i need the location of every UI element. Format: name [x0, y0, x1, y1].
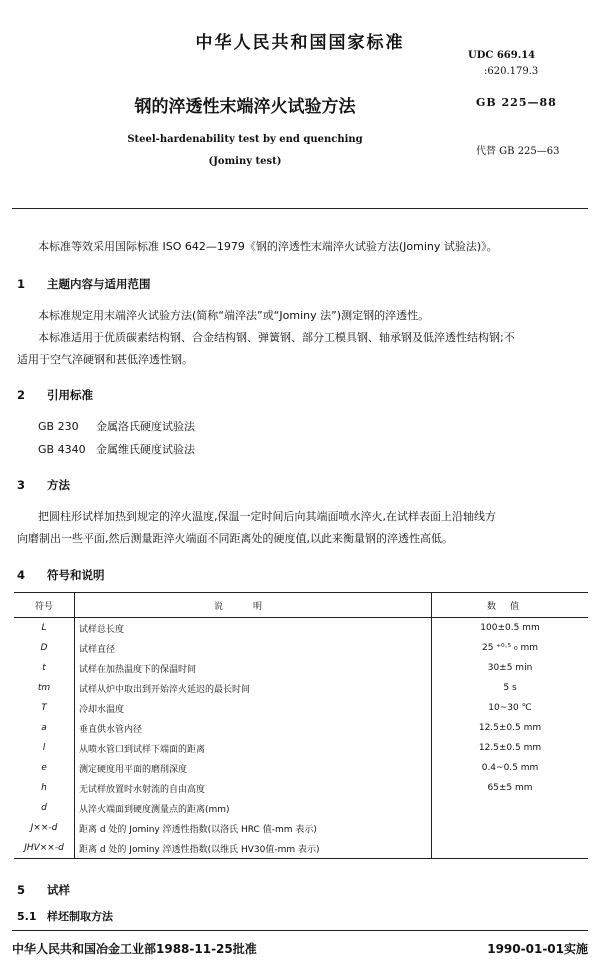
description-cell: 冷却水温度	[75, 698, 432, 718]
table-row	[14, 738, 588, 758]
section-1-paragraph-1: 本标准规定用末端淬火试验方法(简称“端淬法”或“Jominy 法”)测定钢的淬透性。	[38, 309, 430, 322]
symbol-cell: tm	[14, 678, 75, 698]
description-cell: 从喷水管口到试样下端面的距离	[75, 738, 432, 758]
section-1-heading	[17, 276, 151, 292]
description-cell: 从淬火端面到硬度测量点的距离(mm)	[75, 798, 432, 818]
gb-code: GB 225—88	[476, 96, 557, 109]
reference-name: 金属洛氏硬度试验法	[96, 420, 195, 433]
section-3-heading	[17, 477, 70, 493]
section-1-paragraph-2-cont: 适用于空气淬硬钢和甚低淬透性钢。	[17, 353, 193, 366]
section-5-heading	[17, 882, 70, 898]
reference-item	[38, 439, 195, 461]
section-4-heading	[17, 567, 105, 583]
standard-name: 中华人民共和国国家标准	[195, 33, 405, 53]
symbol-cell: J××-d	[14, 818, 75, 838]
description-cell: 垂直供水管内径	[75, 718, 432, 738]
description-cell: 试样总长度	[75, 618, 432, 639]
table-row	[14, 658, 588, 678]
value-cell: 5 s	[503, 683, 517, 693]
section-number: 5	[17, 883, 26, 897]
table-row	[14, 678, 588, 698]
udc-code-continued: :620.179.3	[484, 66, 539, 77]
symbols-table	[14, 592, 588, 859]
description-cell: 试样直径	[75, 638, 432, 658]
description-cell: 距离 d 处的 Jominy 淬透性指数(以洛氏 HRC 值-mm 表示)	[75, 818, 432, 838]
description-cell: 试样从炉中取出到开始淬火延迟的最长时间	[75, 678, 432, 698]
symbol-cell: t	[14, 658, 75, 678]
subsection-5-1-heading	[17, 908, 113, 924]
description-cell: 测定硬度用平面的磨削深度	[75, 758, 432, 778]
subsection-title: 样坯制取方法	[47, 910, 113, 923]
section-number: 3	[17, 478, 26, 492]
section-number: 1	[17, 277, 26, 291]
symbol-cell: L	[14, 618, 75, 639]
section-number: 4	[17, 568, 26, 582]
header-divider	[12, 208, 588, 209]
table-row	[14, 798, 588, 818]
symbol-cell: d	[14, 798, 75, 818]
symbol-cell: D	[14, 638, 75, 658]
section-number: 2	[17, 388, 26, 402]
value-cell: 0.4~0.5 mm	[481, 763, 539, 773]
table-row	[14, 618, 588, 639]
section-title: 主题内容与适用范围	[47, 277, 151, 291]
symbol-cell: JHV××-d	[14, 838, 75, 859]
symbol-cell: l	[14, 738, 75, 758]
value-cell: 25 ⁺⁰·⁵ ₀ mm	[481, 643, 538, 653]
value-cell: 12.5±0.5 mm	[478, 743, 542, 753]
table-row	[14, 818, 588, 838]
description-cell: 无试样放置时水射流的自由高度	[75, 778, 432, 798]
table-header-row	[14, 593, 588, 618]
reference-code: GB 230	[38, 420, 79, 433]
effective-date: 1990-01-01实施	[487, 942, 588, 956]
symbol-cell: a	[14, 718, 75, 738]
section-title: 引用标准	[47, 388, 93, 402]
value-cell	[432, 798, 589, 818]
section-2-heading	[17, 387, 93, 403]
value-cell	[432, 838, 589, 859]
value-cell: 10~30 ℃	[488, 703, 532, 713]
reference-item	[38, 416, 195, 438]
section-title: 符号和说明	[47, 568, 105, 582]
table-row	[14, 638, 588, 658]
description-cell: 距离 d 处的 Jominy 淬透性指数(以维氏 HV30值-mm 表示)	[75, 838, 432, 859]
subsection-number: 5.1	[17, 910, 37, 923]
header-value: 数值	[486, 601, 533, 612]
reference-code: GB 4340	[38, 443, 86, 456]
symbol-cell: h	[14, 778, 75, 798]
symbol-cell: e	[14, 758, 75, 778]
table-row	[14, 718, 588, 738]
value-cell: 30±5 min	[487, 663, 533, 673]
approval-line: 中华人民共和国冶金工业部1988-11-25批准	[12, 942, 257, 956]
table-row	[14, 838, 588, 859]
english-subtitle: (Jominy test)	[208, 156, 282, 167]
udc-code: UDC 669.14	[468, 50, 536, 61]
table-row	[14, 758, 588, 778]
intro-paragraph: 本标准等效采用国际标准 ISO 642—1979《钢的淬透性末端淬火试验方法(Jominy 试验法)》。	[38, 240, 498, 253]
value-cell: 65±5 mm	[487, 783, 533, 793]
symbol-cell: T	[14, 698, 75, 718]
section-1-paragraph-2: 本标准适用于优质碳素结构钢、合金结构钢、弹簧钢、部分工模具钢、轴承钢及低淬透性结构钢;不	[38, 331, 515, 344]
value-cell	[432, 818, 589, 838]
section-title: 方法	[47, 478, 70, 492]
header-description: 说明	[75, 593, 432, 618]
table-row	[14, 778, 588, 798]
section-title: 试样	[47, 883, 70, 897]
description-cell: 试样在加热温度下的保温时间	[75, 658, 432, 678]
header-symbol: 符号	[14, 593, 75, 618]
footer-divider	[12, 930, 588, 931]
value-cell: 12.5±0.5 mm	[478, 723, 542, 733]
reference-name: 金属维氏硬度试验法	[96, 443, 195, 456]
section-3-paragraph: 把圆柱形试样加热到规定的淬火温度,保温一定时间后向其端面喷水淬火,在试样表面上沿轴线方	[38, 510, 496, 523]
section-3-paragraph-cont: 向磨制出一些平面,然后测量距淬火端面不同距离处的硬度值,以此来衡量钢的淬透性高低。	[17, 532, 453, 545]
value-cell: 100±0.5 mm	[480, 623, 540, 633]
document-title: 钢的淬透性末端淬火试验方法	[134, 97, 356, 117]
table-row	[14, 698, 588, 718]
replaces-standard: 代替 GB 225—63	[476, 146, 560, 157]
english-title: Steel-hardenability test by end quenching	[127, 134, 363, 145]
